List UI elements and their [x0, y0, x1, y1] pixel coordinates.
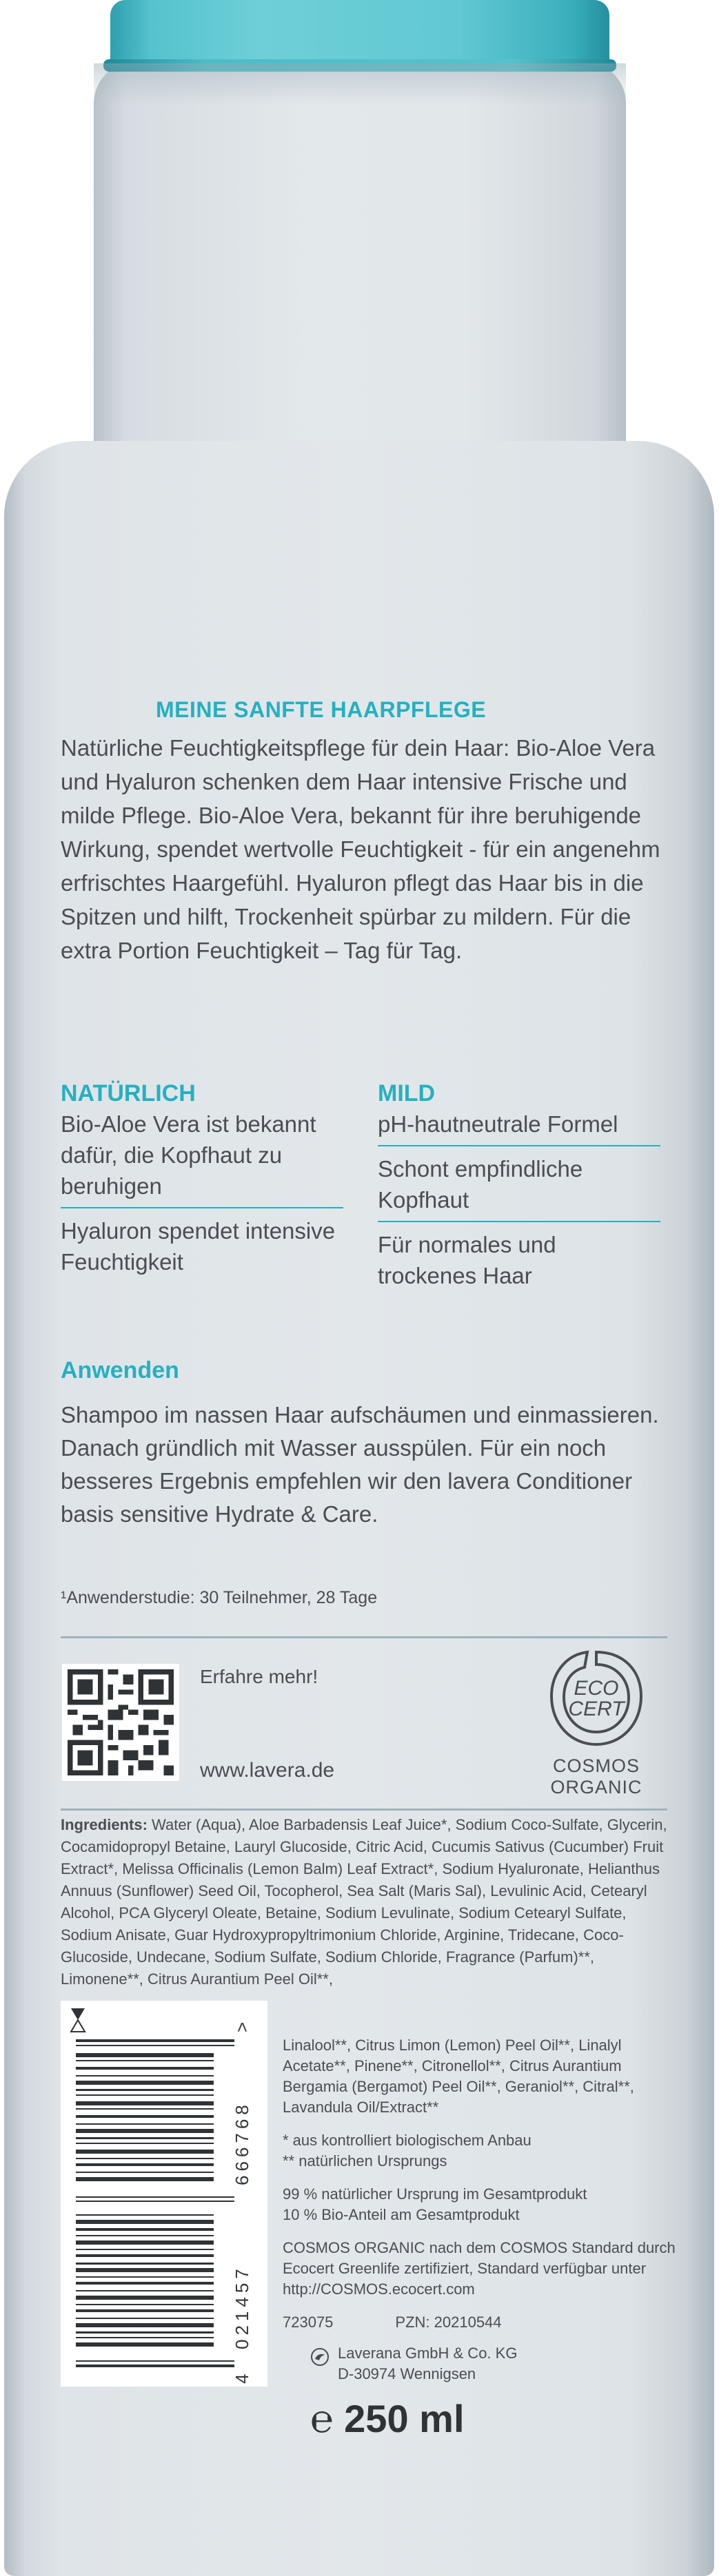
barcode-digit-first: 4	[232, 2369, 252, 2384]
ingredients-note-natural: ** natürlichen Ursprungs	[283, 2152, 447, 2170]
volume-label: ℮ 250 ml	[310, 2397, 465, 2440]
mild-divider-1	[378, 1145, 660, 1146]
mild-divider-2	[378, 1221, 660, 1222]
cosmos-organic-label	[524, 1755, 669, 1798]
natural-divider	[61, 1207, 343, 1208]
mild-point-3: Für normales und trockenes Haar	[378, 1232, 556, 1288]
barcode-bars	[76, 2039, 234, 2370]
website-link[interactable]: www.lavera.de	[200, 1759, 335, 1782]
ingredients-details	[283, 2035, 676, 2333]
manufacturer-name: Laverana GmbH & Co. KG	[338, 2345, 518, 2362]
natural-column	[61, 1078, 343, 1277]
usage-heading: Anwenden	[61, 1357, 179, 1383]
manufacturer-city: D-30974 Wennigsen	[338, 2365, 476, 2382]
cosmos-certification-text: COSMOS ORGANIC nach dem COSMOS Standard durch Ecocert Greenlife zertifiziert, Standard verfügbar unter http://COSMOS.ecocert.com	[283, 2239, 676, 2298]
ecocert-seal-icon	[545, 1647, 648, 1750]
mild-point-1: pH-hautneutrale Formel	[378, 1111, 618, 1137]
label-headline: MEINE SANFTE HAARPFLEGE	[156, 697, 487, 722]
barcode-digits	[232, 2017, 259, 2384]
ingredients-separator	[61, 1809, 667, 1811]
pzn-code: PZN: 20210544	[395, 2314, 502, 2331]
laverana-logo-icon	[310, 2347, 330, 2367]
qr-label: Erfahre mehr!	[200, 1666, 318, 1687]
mild-column	[378, 1078, 660, 1291]
mild-heading: MILD	[378, 1080, 436, 1106]
section-separator	[61, 1636, 667, 1638]
intro-text: Natürliche Feuchtigkeitspflege für dein Haar: Bio-Aloe Vera und Hyaluron schenken dem Haar intensive Frische und milde Pflege. Bio-Aloe Vera, bekannt für ihre beruhigende Wirkung, spendet wertvolle Feuchtigkeit - für ein angenehm erfrischtes Haargefühl. Hyaluron pflegt das Haar bis in die Spitzen und hilft, Trockenheit spürbar zu mildern. Für die extra Portion Feuchtigkeit – Tag für Tag.	[61, 735, 660, 963]
mild-point-2: Schont empfindliche Kopfhaut	[378, 1156, 583, 1213]
product-codes	[283, 2312, 676, 2333]
seal-text-cert: CERT	[568, 1698, 625, 1720]
seal-text-eco: ECO	[574, 1677, 619, 1700]
ingredients-list	[61, 1814, 674, 1990]
cosmos-line-1: COSMOS	[552, 1755, 640, 1776]
qr-code-graphic	[68, 1669, 174, 1775]
natural-point-1: Bio-Aloe Vera ist bekannt dafür, die Kopfhaut zu beruhigen	[61, 1111, 316, 1199]
article-code: 723075	[283, 2314, 334, 2331]
natural-origin-share: 99 % natürlicher Ursprung im Gesamtprodukt	[283, 2185, 587, 2203]
ingredients-continued: Linalool**, Citrus Limon (Lemon) Peel Oil**, Linalyl Acetate**, Pinene**, Citronellol**, Citrus Aurantium Bergamia (Bergamot) Peel Oil**, Geraniol**, Citral**, Lavandula Oil/Extract**	[283, 2037, 634, 2116]
ingredients-note-organic: * aus kontrolliert biologischem Anbau	[283, 2132, 531, 2149]
usage-text: Shampoo im nassen Haar aufschäumen und einmassieren. Danach gründlich mit Wasser ausspülen. Für ein noch besseres Ergebnis empfehlen wir den lavera Conditioner basis sensitive Hydrate & Care.	[61, 1402, 659, 1527]
ingredients-label: Ingredients:	[61, 1816, 148, 1833]
hourglass-icon	[69, 2006, 87, 2034]
cosmos-line-2: ORGANIC	[550, 1777, 642, 1797]
barcode-arrow: >	[232, 2017, 252, 2032]
study-footnote: ¹Anwenderstudie: 30 Teilnehmer, 28 Tage	[61, 1588, 378, 1607]
barcode-group-2: 666768	[232, 2101, 252, 2185]
organic-share: 10 % Bio-Anteil am Gesamtprodukt	[283, 2206, 520, 2223]
manufacturer-address	[310, 2343, 696, 2384]
ingredients-text: Water (Aqua), Aloe Barbadensis Leaf Juice*, Sodium Coco-Sulfate, Glycerin, Cocamidopropyl Betaine, Lauryl Glucoside, Citric Acid, Cucumis Sativus (Cucumber) Fruit Extract*, Melissa Officinalis (Lemon Balm) Leaf Extract*, Sodium Hyaluronate, Helianthus Annuus (Sunflower) Seed Oil, Tocopherol, Sea Salt (Maris Sal), Levulinic Acid, Cetearyl Alcohol, PCA Glyceryl Oleate, Betaine, Sodium Levulinate, Sodium Cetearyl Sulfate, Sodium Anisate, Guar Hydroxypropyltrimonium Chloride, Arginine, Tridecane, Coco-Glucoside, Undecane, Sodium Sulfate, Sodium Chloride, Fragrance (Parfum)**, Limonene**, Citrus Aurantium Peel Oil**,	[61, 1816, 667, 1988]
barcode-group-1: 021457	[232, 2265, 252, 2349]
qr-code[interactable]	[62, 1664, 179, 1781]
natural-heading: NATÜRLICH	[61, 1080, 196, 1106]
natural-point-2: Hyaluron spendet intensive Feuchtigkeit	[61, 1218, 336, 1275]
